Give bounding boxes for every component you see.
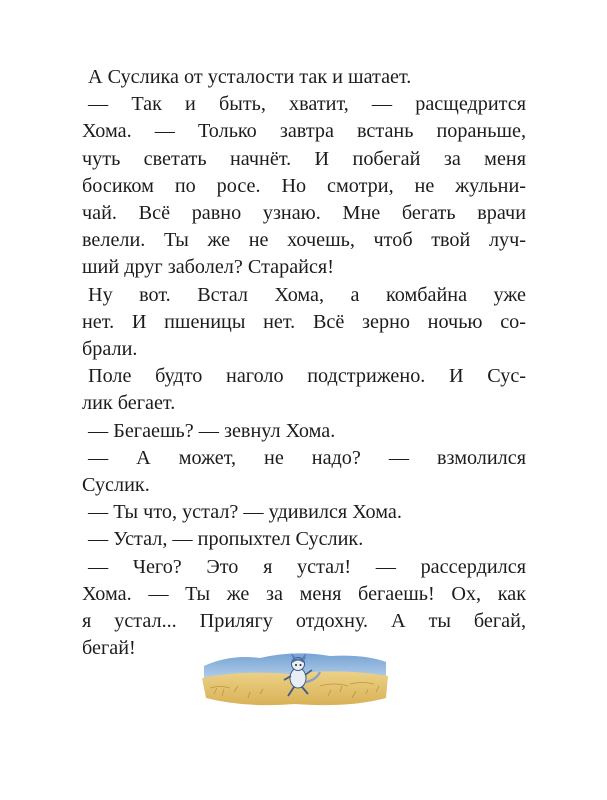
paragraph [82,499,526,526]
text-line: брали. [82,338,138,361]
paragraph [82,554,526,663]
paragraph [82,526,526,553]
text-line: Суслик. [82,474,150,497]
text-line: бегай! [82,637,136,660]
text-line: я устал... Прилягу отдохну. А ты бегай, [82,610,526,633]
text-line: Поле будто наголо подстрижено. И Сус- [88,365,526,388]
text-line: лик бегает. [82,392,176,415]
text-line: Ну вот. Встал Хома, а комбайна уже [88,283,526,306]
text-line: чуть светать начнёт. И побегай за меня [82,147,526,170]
text-line: — А может, не надо? — взмолился [88,446,526,469]
text-line: — Бегаешь? — зевнул Хома. [88,419,336,442]
story-text [82,64,526,662]
paragraph [82,91,526,281]
paragraph [82,64,526,91]
text-line: — Так и быть, хватит, — расщедрится [88,93,526,116]
paragraph [82,445,526,499]
text-line: — Ты что, устал? — удивился Хома. [88,501,402,524]
paragraph [82,363,526,417]
text-line: чай. Всё равно узнаю. Мне бегать врачи [82,202,526,225]
paragraph [82,418,526,445]
text-line: босиком по росе. Но смотри, не жульни- [82,174,526,197]
text-line: нет. И пшеницы нет. Всё зерно ночью со- [82,310,526,333]
field-illustration [200,648,390,710]
text-line: А Суслика от усталости так и шатает. [88,66,412,88]
text-line: Хома. — Ты же за меня бегаешь! Ох, как [82,582,526,605]
text-line: — Устал, — пропыхтел Суслик. [88,528,364,551]
text-line: — Чего? Это я устал! — рассердился [88,555,526,578]
text-line: велели. Ты же не хочешь, чтоб твой луч- [82,229,526,252]
text-line: Хома. — Только завтра встань пораньше, [82,120,526,143]
paragraph [82,282,526,364]
text-line: ший друг заболел? Старайся! [82,256,334,279]
